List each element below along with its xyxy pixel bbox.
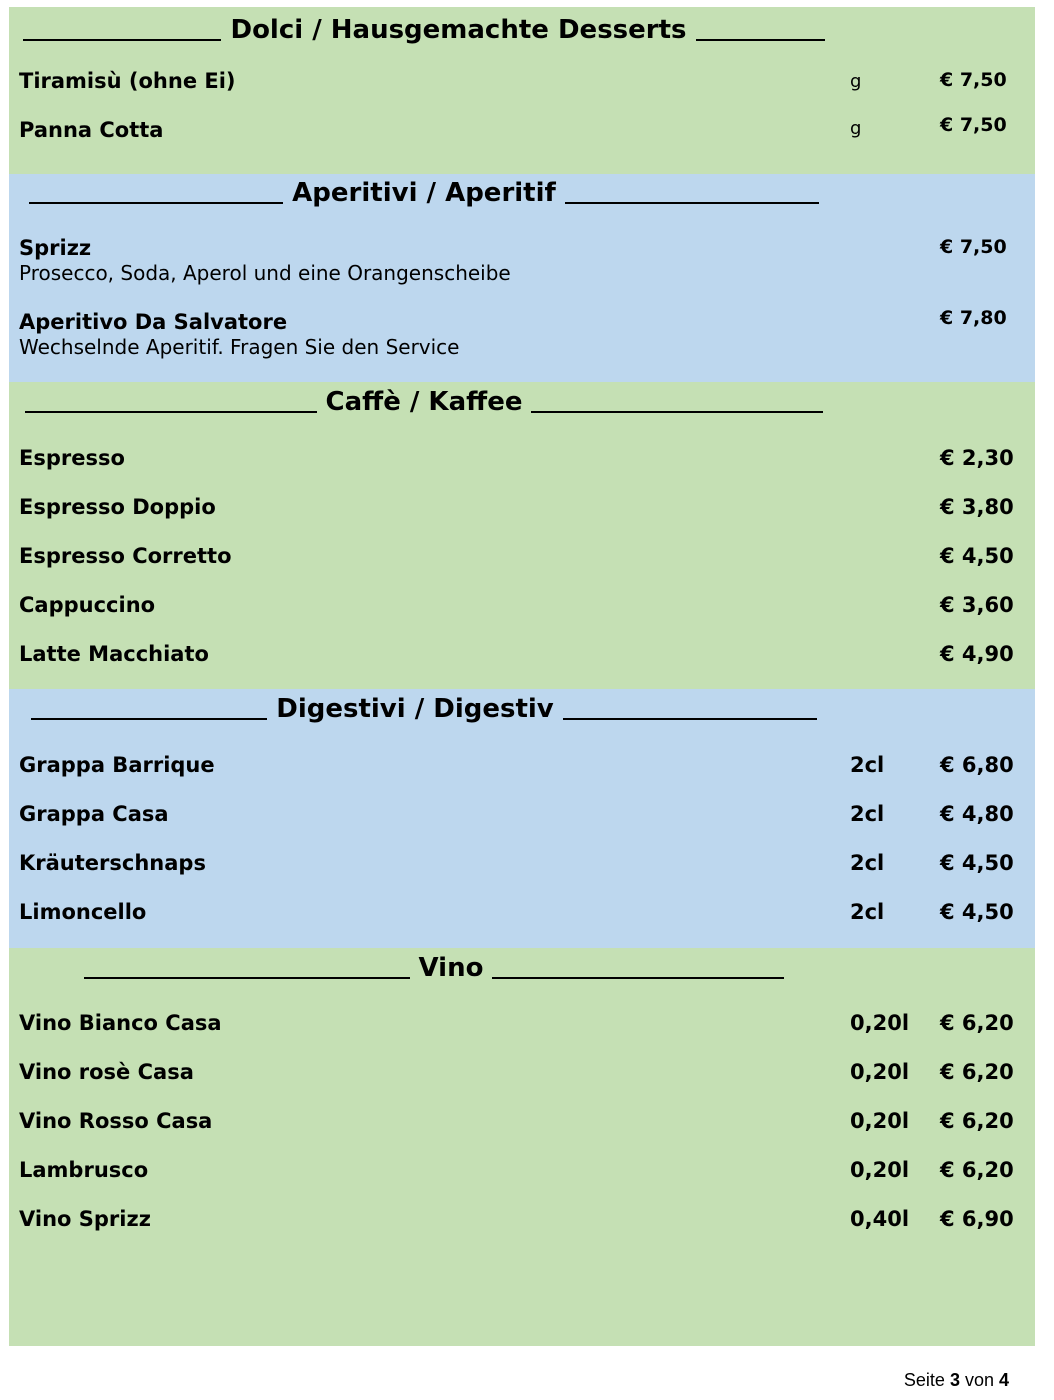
item-quantity: 2cl (850, 802, 885, 826)
section-heading (49, 948, 819, 983)
section-aperitivi (9, 174, 1035, 382)
section-title: Dolci / Hausgemachte Desserts (230, 15, 687, 45)
item-quantity: g (850, 71, 862, 92)
item-price: € 6,20 (940, 1011, 1014, 1035)
item-price: € 6,20 (940, 1060, 1014, 1084)
item-name: Espresso Corretto (19, 544, 232, 568)
footer-page-total: 4 (998, 1370, 1009, 1390)
item-name: Panna Cotta (19, 118, 164, 142)
item-name: Sprizz (19, 236, 92, 260)
item-price: € 7,50 (940, 114, 1007, 136)
item-name: Latte Macchiato (19, 642, 209, 666)
item-quantity: 2cl (850, 753, 885, 777)
section-dolci (9, 7, 1035, 174)
item-description: Prosecco, Soda, Aperol und eine Orangenscheibe (19, 261, 511, 285)
item-name: Tiramisù (ohne Ei) (19, 69, 236, 93)
item-price: € 4,90 (940, 642, 1014, 666)
item-price: € 3,80 (940, 495, 1014, 519)
item-quantity: g (850, 118, 862, 139)
footer-prefix: Seite (903, 1370, 950, 1390)
item-price: € 4,50 (940, 900, 1014, 924)
footer-middle: von (959, 1370, 999, 1390)
item-price: € 2,30 (940, 446, 1014, 470)
section-heading (9, 7, 839, 45)
item-price: € 4,50 (940, 544, 1014, 568)
item-quantity: 2cl (850, 851, 885, 875)
item-name: Cappuccino (19, 593, 156, 617)
item-price: € 6,90 (940, 1207, 1014, 1231)
item-name: Kräuterschnaps (19, 851, 206, 875)
item-price: € 7,50 (940, 236, 1007, 258)
item-name: Limoncello (19, 900, 147, 924)
section-title: Digestivi / Digestiv (276, 694, 554, 724)
section-heading (9, 174, 839, 208)
section-title: Aperitivi / Aperitif (292, 178, 556, 208)
item-name: Espresso (19, 446, 125, 470)
section-vino (9, 948, 1035, 1346)
item-name: Vino Bianco Casa (19, 1011, 222, 1035)
section-digestivi (9, 689, 1035, 948)
item-price: € 7,50 (940, 69, 1007, 91)
item-price: € 7,80 (940, 307, 1007, 329)
section-title: Vino (418, 953, 484, 983)
item-price: € 4,80 (940, 802, 1014, 826)
section-heading (9, 382, 839, 417)
section-heading (9, 689, 839, 724)
footer-page-number: 3 (949, 1370, 960, 1390)
item-name: Espresso Doppio (19, 495, 216, 519)
item-name: Grappa Barrique (19, 753, 215, 777)
item-name: Vino rosè Casa (19, 1060, 194, 1084)
item-price: € 6,80 (940, 753, 1014, 777)
item-quantity: 0,20l (850, 1158, 910, 1182)
page-footer (904, 1370, 1009, 1391)
item-price: € 6,20 (940, 1109, 1014, 1133)
item-quantity: 0,20l (850, 1060, 910, 1084)
item-quantity: 0,20l (850, 1109, 910, 1133)
item-quantity: 0,40l (850, 1207, 910, 1231)
item-quantity: 0,20l (850, 1011, 910, 1035)
item-name: Aperitivo Da Salvatore (19, 310, 288, 334)
item-price: € 4,50 (940, 851, 1014, 875)
item-name: Grappa Casa (19, 802, 169, 826)
section-title: Caffè / Kaffee (325, 387, 523, 417)
item-description: Wechselnde Aperitif. Fragen Sie den Service (19, 335, 460, 359)
section-caffe (9, 382, 1035, 689)
item-name: Vino Sprizz (19, 1207, 151, 1231)
item-quantity: 2cl (850, 900, 885, 924)
item-price: € 3,60 (940, 593, 1014, 617)
item-price: € 6,20 (940, 1158, 1014, 1182)
item-name: Vino Rosso Casa (19, 1109, 213, 1133)
item-name: Lambrusco (19, 1158, 149, 1182)
